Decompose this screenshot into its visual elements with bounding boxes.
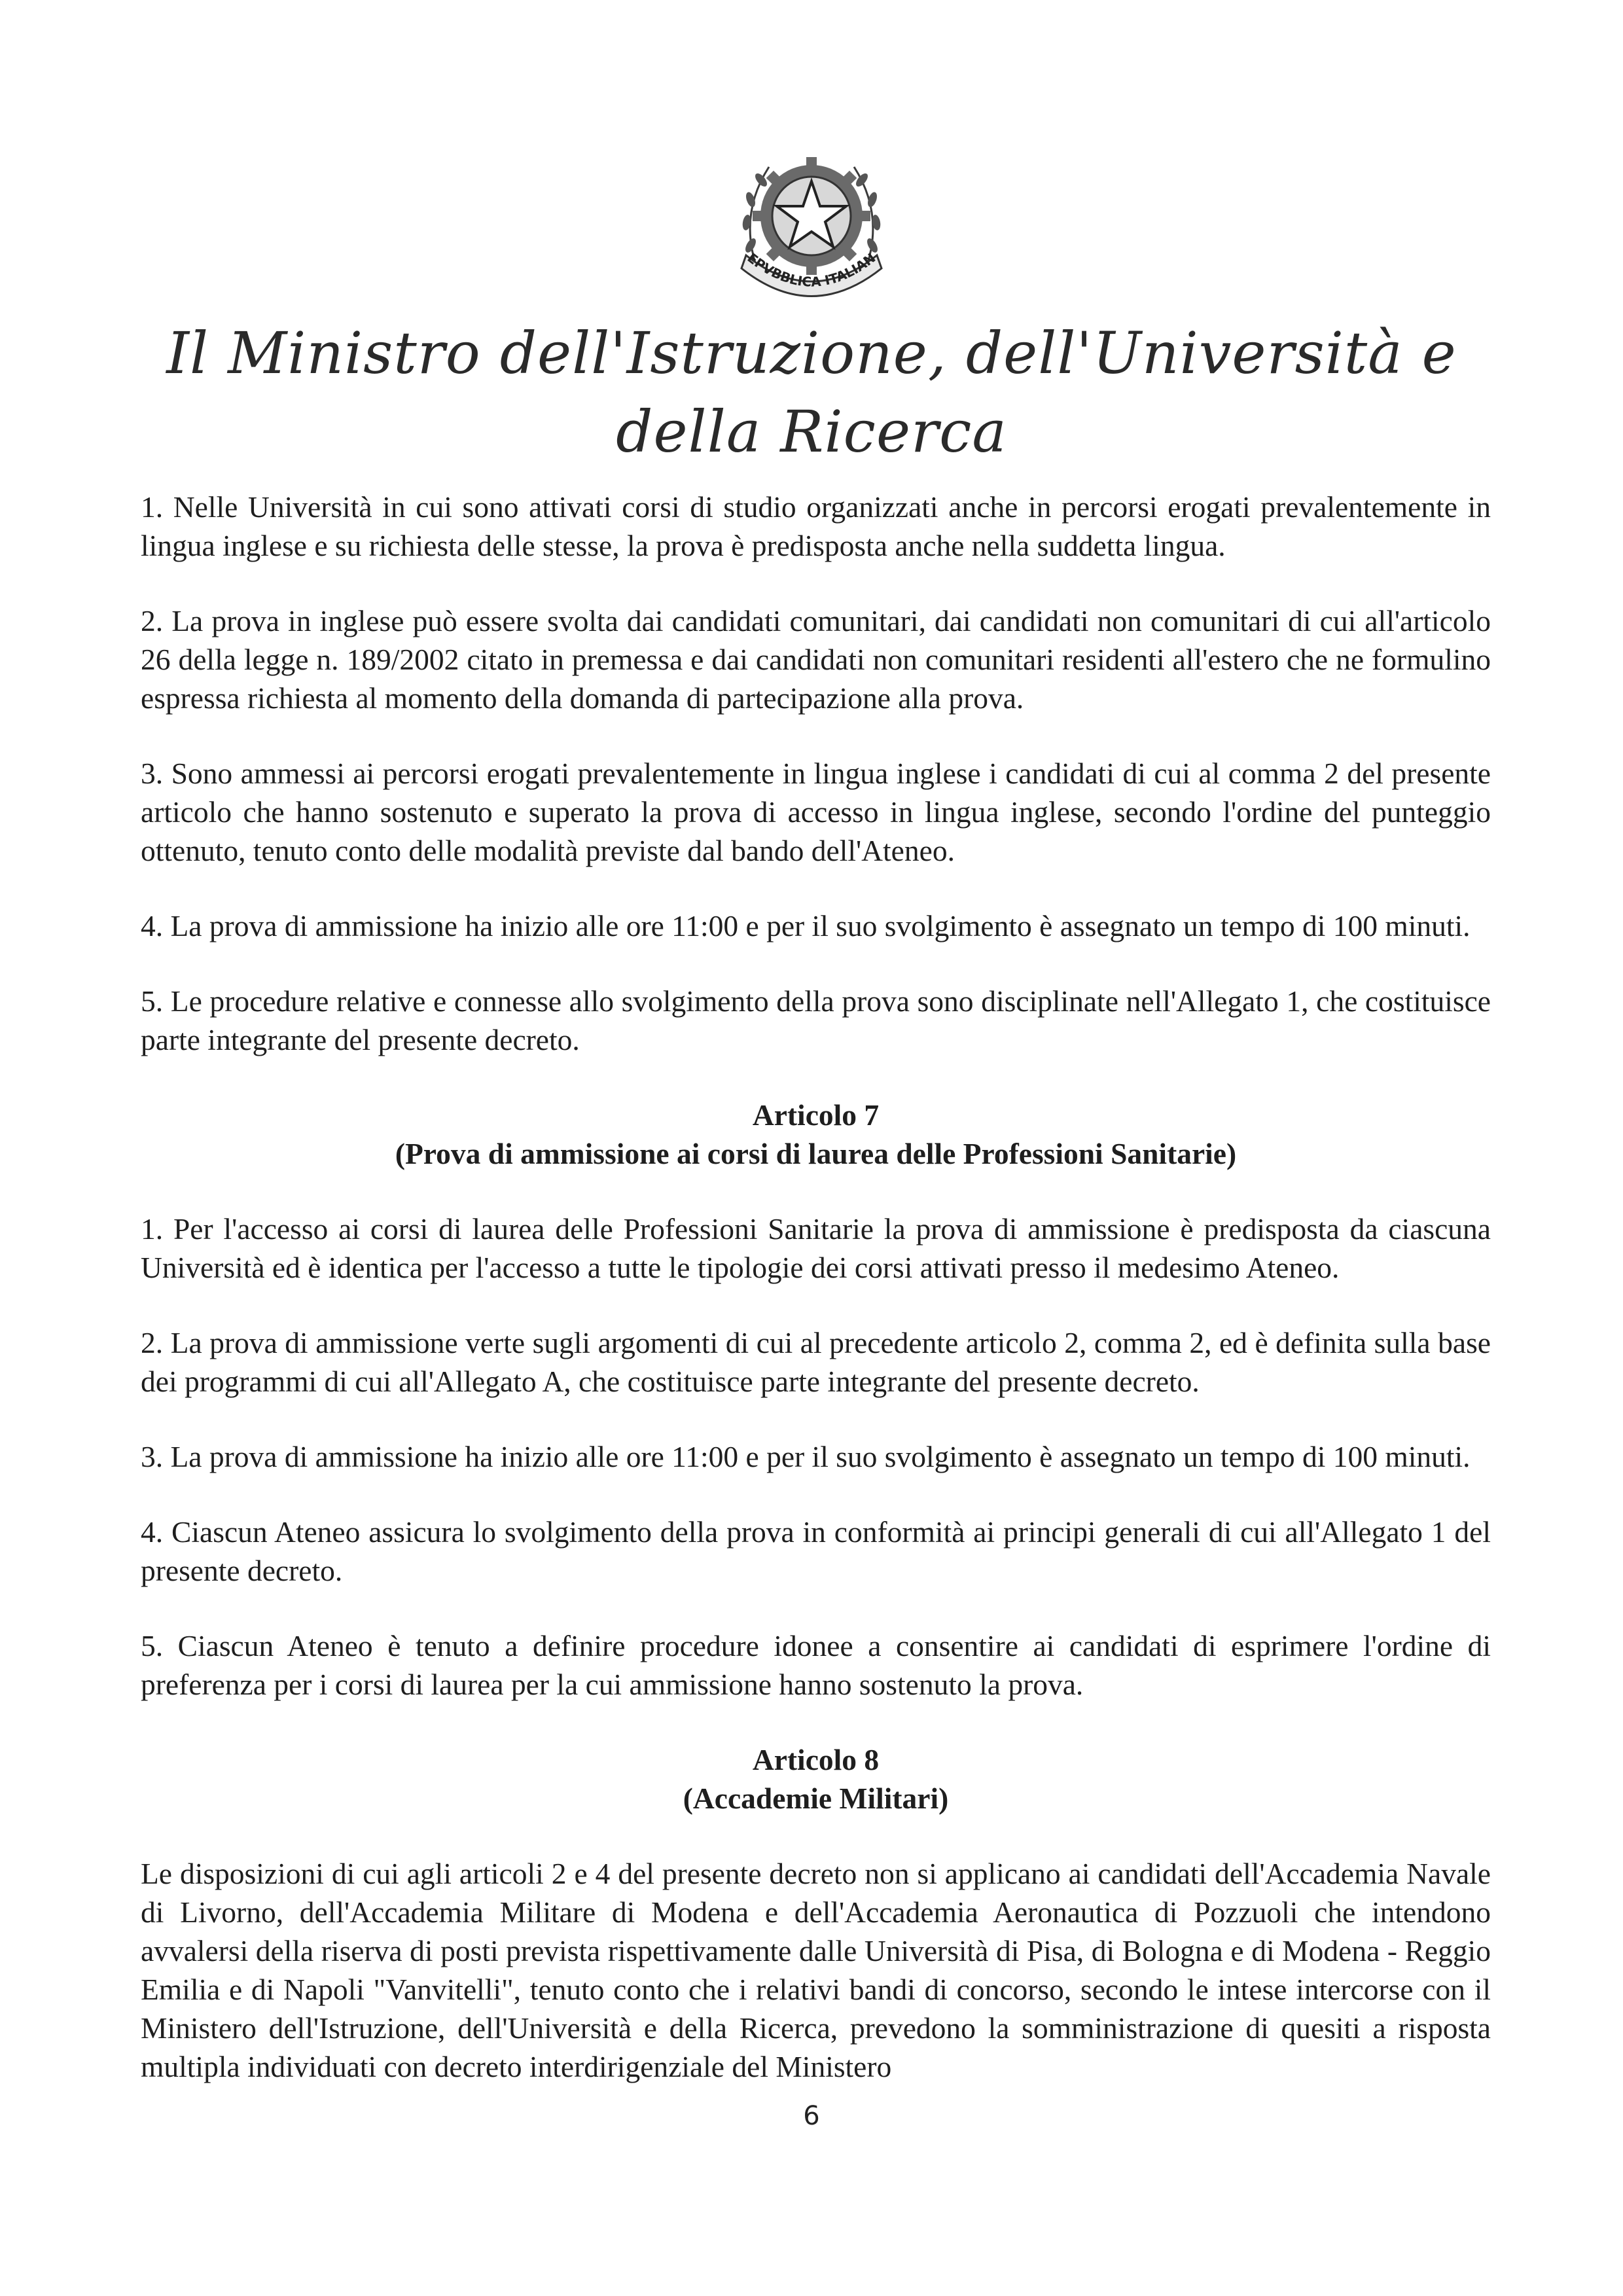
document-body <box>141 488 1491 2086</box>
paragraph: 5. Ciascun Ateneo è tenuto a definire procedure idonee a consentire ai candidati di esprimere l'ordine di preferenza per i corsi di laurea per la cui ammissione hanno sostenuto la prova. <box>141 1629 1491 1701</box>
italian-republic-emblem-icon <box>730 134 893 311</box>
paragraph: 3. Sono ammessi ai percorsi erogati prevalentemente in lingua inglese i candidati di cui al comma 2 del presente articolo che hanno sostenuto e superato la prova di accesso in lingua inglese, secondo l'ordine del punteggio ottenuto, tenuto conto delle modalità previste dal bando dell'Ateneo. <box>141 757 1491 867</box>
article-7-subtitle: (Prova di ammissione ai corsi di laurea delle Professioni Sanitarie) <box>395 1137 1237 1170</box>
paragraph: 1. Per l'accesso ai corsi di laurea delle Professioni Sanitarie la prova di ammissione è predisposta da ciascuna Università ed è identica per l'accesso a tutte le tipologie dei corsi attivati presso il medesimo Ateneo. <box>141 1212 1491 1284</box>
article-8-title: Articolo 8 <box>752 1743 880 1776</box>
paragraph: 4. La prova di ammissione ha inizio alle ore 11:00 e per il suo svolgimento è assegnato un tempo di 100 minuti. <box>141 909 1471 942</box>
article-8-heading <box>141 1740 1491 1818</box>
article-7-title: Articolo 7 <box>752 1098 880 1132</box>
article-7-heading <box>141 1096 1491 1173</box>
paragraph: 4. Ciascun Ateneo assicura lo svolgimento della prova in conformità ai principi generali di cui all'Allegato 1 del presente decreto. <box>141 1515 1491 1587</box>
paragraph: 2. La prova di ammissione verte sugli argomenti di cui al precedente articolo 2, comma 2, ed è definita sulla base dei programmi di cui all'Allegato A, che costituisce parte integrante del presente decreto. <box>141 1326 1491 1398</box>
page-number: 6 <box>803 2101 820 2131</box>
paragraph: 3. La prova di ammissione ha inizio alle ore 11:00 e per il suo svolgimento è assegnato un tempo di 100 minuti. <box>141 1440 1471 1473</box>
emblem-ribbon-text: EPVBBLICA ITALIAN <box>744 249 879 290</box>
paragraph: Le disposizioni di cui agli articoli 2 e 4 del presente decreto non si applicano ai candidati dell'Accademia Navale di Livorno, dell'Accademia Militare di Modena e dell'Accademia Aeronautica di Pozzuoli che intendono avvalersi della riserva di posti prevista rispettivamente dalle Università di Pisa, di Bologna e di Modena - Reggio Emilia e di Napoli "Vanvitelli", tenuto conto che i relativi bandi di concorso, secondo le intese intercorse con il Ministero dell'Istruzione, dell'Università e della Ricerca, prevedono la somministrazione di quesiti a risposta multipla individuati con decreto interdirigenziale del Ministero <box>141 1857 1491 2083</box>
article-8-subtitle: (Accademie Militari) <box>683 1782 949 1815</box>
paragraph: 1. Nelle Università in cui sono attivati corsi di studio organizzati anche in percorsi erogati prevalentemente in lingua inglese e su richiesta delle stesse, la prova è predisposta anche nella suddetta lingua. <box>141 490 1491 562</box>
paragraph: 2. La prova in inglese può essere svolta dai candidati comunitari, dai candidati non comunitari di cui all'articolo 26 della legge n. 189/2002 citato in premessa e dai candidati non comunitari residenti all'estero che ne formulino espressa richiesta al momento della domanda di partecipazione alla prova. <box>141 604 1491 715</box>
ministry-header: Il Ministro dell'Istruzione, dell'Università e della Ricerca <box>166 319 1457 465</box>
paragraph: 5. Le procedure relative e connesse allo svolgimento della prova sono disciplinate nell'Allegato 1, che costituisce parte integrante del presente decreto. <box>141 984 1491 1056</box>
